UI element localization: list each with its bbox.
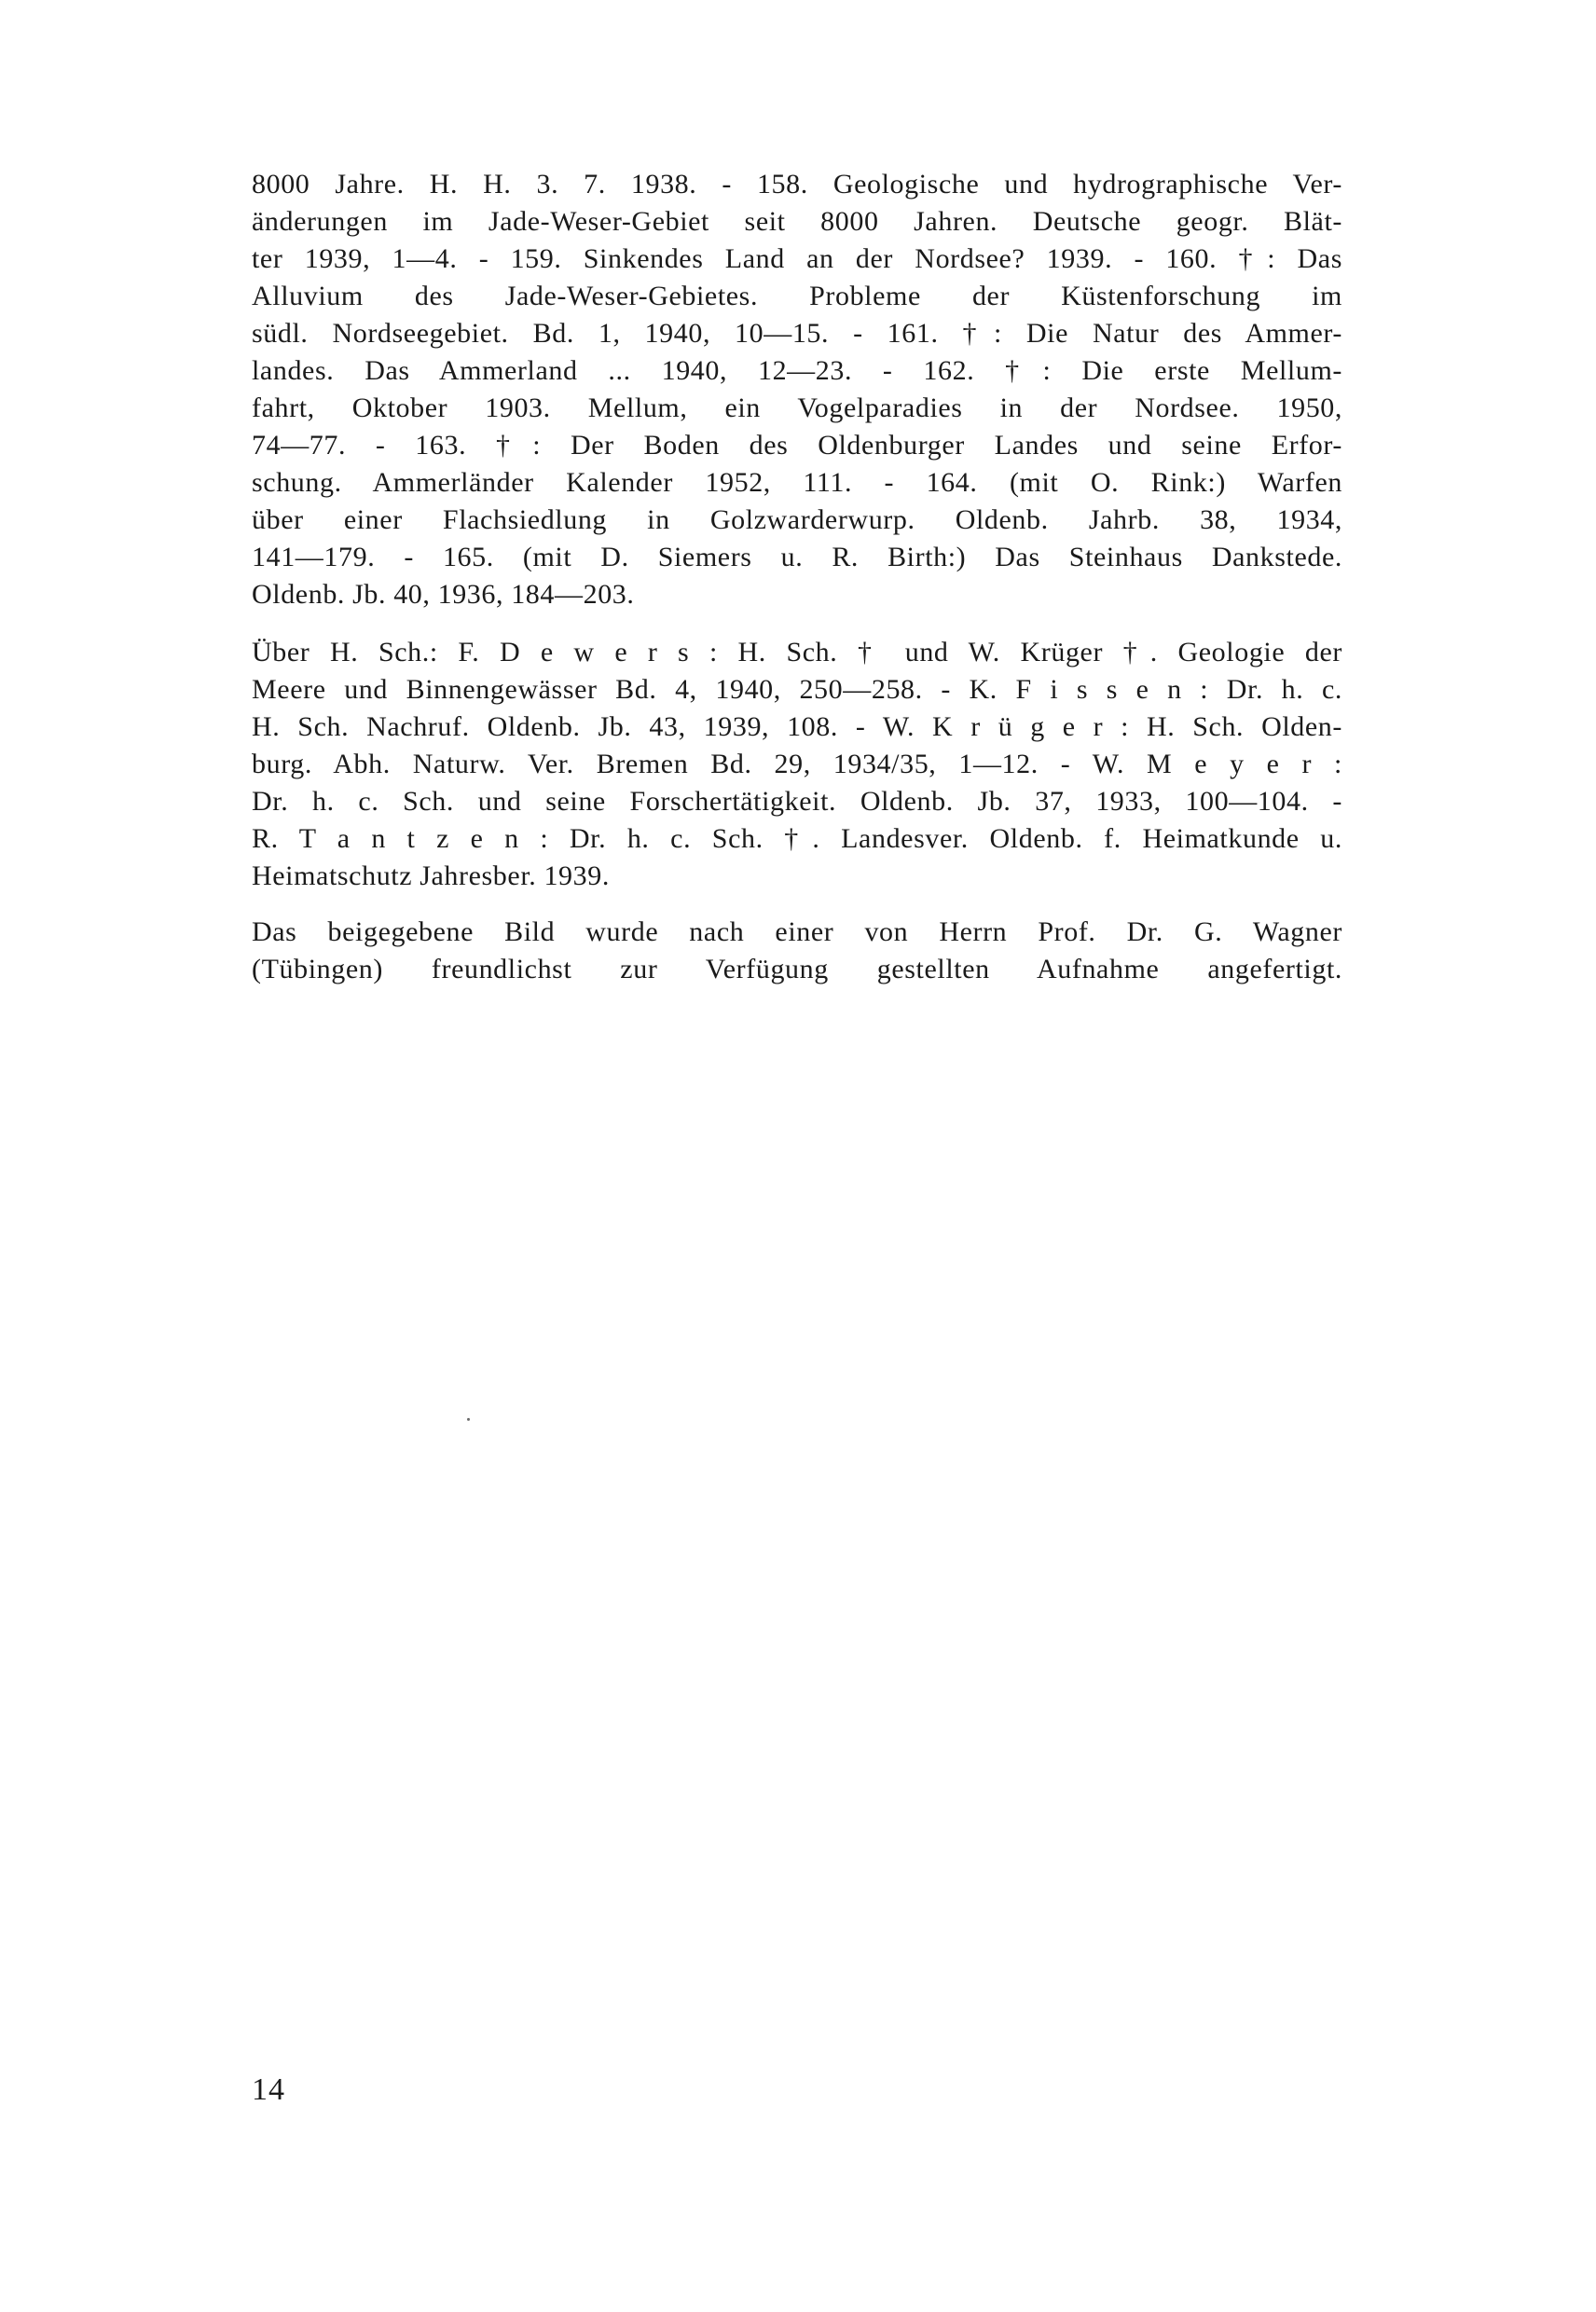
text-line: schung. Ammerländer Kalender 1952, 111. - 164. (mit O. Rink:) Warfen (252, 467, 1342, 498)
text-line: H. Sch. Nachruf. Oldenb. Jb. 43, 1939, 108. - W. K r ü g e r : H. Sch. Olden- (252, 711, 1342, 742)
text-line: ter 1939, 1—4. - 159. Sinkendes Land an der Nordsee? 1939. - 160. †: Das (252, 243, 1342, 274)
about-references-paragraph (252, 634, 1342, 895)
text-line: Alluvium des Jade-Weser-Gebietes. Probleme der Küstenforschung im (252, 281, 1342, 311)
text-line: 141—179. - 165. (mit D. Siemers u. R. Birth:) Das Steinhaus Dankstede. (252, 542, 1342, 572)
text-line: R. T a n t z e n : Dr. h. c. Sch. †. Landesver. Oldenb. f. Heimatkunde u. (252, 823, 1342, 854)
text-line: burg. Abh. Naturw. Ver. Bremen Bd. 29, 1934/35, 1—12. - W. M e y e r : (252, 749, 1342, 779)
text-line: Über H. Sch.: F. D e w e r s : H. Sch. † und W. Krüger †. Geologie der (252, 637, 1342, 667)
text-line: südl. Nordseegebiet. Bd. 1, 1940, 10—15. - 161. †: Die Natur des Ammer- (252, 318, 1342, 349)
text-line: Meere und Binnengewässer Bd. 4, 1940, 250—258. - K. F i s s e n : Dr. h. c. (252, 674, 1342, 705)
text-line: über einer Flachsiedlung in Golzwarderwurp. Oldenb. Jahrb. 38, 1934, (252, 504, 1342, 535)
text-line: Heimatschutz Jahresber. 1939. (252, 860, 610, 891)
text-line: 74—77. - 163. †: Der Boden des Oldenburger Landes und seine Erfor- (252, 430, 1342, 461)
text-line: änderungen im Jade-Weser-Gebiet seit 8000 Jahren. Deutsche geogr. Blät- (252, 206, 1342, 237)
text-line: fahrt, Oktober 1903. Mellum, ein Vogelparadies in der Nordsee. 1950, (252, 392, 1342, 423)
text-line: (Tübingen) freundlichst zur Verfügung gestellten Aufnahme angefertigt. (252, 954, 1342, 984)
bibliography-paragraph (252, 166, 1342, 613)
image-credit-paragraph (252, 914, 1342, 988)
text-line: Dr. h. c. Sch. und seine Forschertätigkeit. Oldenb. Jb. 37, 1933, 100—104. - (252, 786, 1342, 817)
page-number: 14 (252, 2072, 285, 2107)
text-line: 8000 Jahre. H. H. 3. 7. 1938. - 158. Geologische und hydrographische Ver- (252, 169, 1342, 200)
text-line: landes. Das Ammerland ... 1940, 12—23. - 162. †: Die erste Mellum- (252, 355, 1342, 386)
ink-speck (467, 1418, 470, 1421)
text-line: Oldenb. Jb. 40, 1936, 184—203. (252, 579, 635, 610)
text-line: Das beigegebene Bild wurde nach einer von Herrn Prof. Dr. G. Wagner (252, 916, 1342, 947)
